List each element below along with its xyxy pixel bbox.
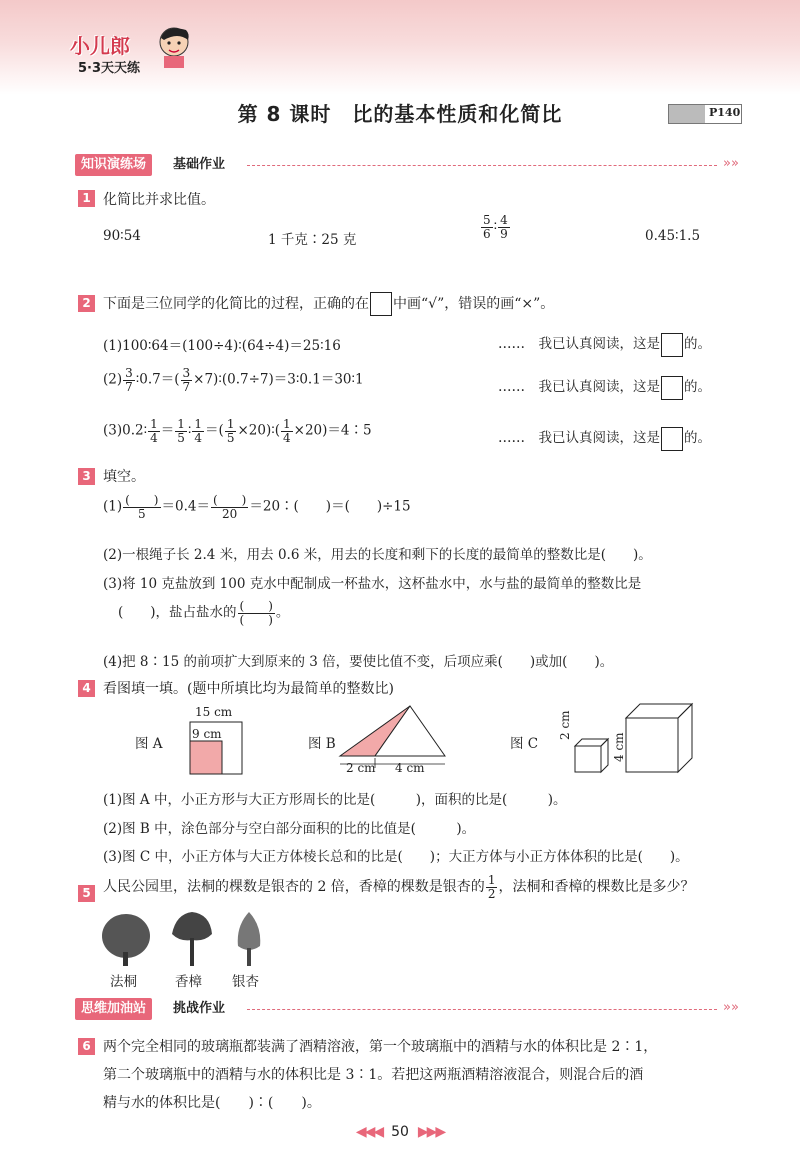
section-tag: 思维加油站 xyxy=(75,998,152,1020)
answer-box[interactable] xyxy=(661,427,683,451)
figure-label: 图 A xyxy=(135,736,163,752)
chevrons-right-icon: »» xyxy=(723,156,739,171)
fraction: $\frac{4}{9}$ xyxy=(500,213,508,241)
question-text: 两个完全相同的玻璃瓶都装满了酒精溶液，第一个玻璃瓶中的酒精与水的体积比是 2∶1， xyxy=(103,1039,658,1055)
dimension-label: 2 cm xyxy=(558,710,572,740)
answer-box[interactable] xyxy=(661,333,683,357)
page-number: 50 xyxy=(391,1124,409,1140)
brand-logo xyxy=(70,30,190,82)
section-basic-bar xyxy=(75,154,745,176)
fill-line: (2)一根绳子长 2.4 米，用去 0.6 米，用去的长度和剩下的长度的最简单的整数比是( )。 xyxy=(103,547,652,563)
logo-subtitle: 5·3天天练 xyxy=(78,61,141,76)
dimension-label: 4 cm xyxy=(395,761,425,775)
fill-line: (1) $\frac{( )}{5}$ ＝0.4＝ $\frac{( )}{20}$ ＝20∶( )＝( )÷15 xyxy=(103,493,411,521)
question-text: 看图填一填。(题中所填比均为最简单的整数比) xyxy=(103,681,394,697)
dimension-label: 15 cm xyxy=(195,705,233,719)
tree-icon xyxy=(100,912,152,968)
process-line: (1)100∶64＝(100÷4)∶(64÷4)＝25∶16 xyxy=(103,338,341,354)
figure-b-triangles xyxy=(335,700,455,770)
left-arrows-icon: ◀◀◀ xyxy=(355,1124,383,1140)
section-tag: 知识演练场 xyxy=(75,154,152,176)
ratio-item: 90∶54 xyxy=(103,228,141,244)
process-line: (2) $\frac{3}{7}$ ∶0.7＝( $\frac{3}{7}$ ×7)∶(0.7÷7)＝3∶0.1＝30∶1 xyxy=(103,366,364,394)
fill-line: (1)图 A 中，小正方形与大正方形周长的比是( )，面积的比是( )。 xyxy=(103,792,567,808)
figure-c-cubes xyxy=(570,700,695,780)
divider-line xyxy=(247,165,717,166)
figure-label: 图 C xyxy=(510,736,539,752)
question-number: 5 xyxy=(78,885,95,902)
question-text: 下面是三位同学的化简比的过程，正确的在 中画“√”，错误的画“×”。 xyxy=(103,292,554,316)
question-number: 2 xyxy=(78,295,95,312)
fill-line: (3)图 C 中，小正方体与大正方体棱长总和的比是( )；大正方体与小正方体体积的比是( )。 xyxy=(103,849,689,865)
read-check: …… 我已认真阅读，这是 的。 xyxy=(498,332,711,357)
question-text: 精与水的体积比是( )∶( )。 xyxy=(103,1095,321,1111)
page-title: 第 8 课时 比的基本性质和化简比 xyxy=(237,102,563,126)
answer-page-number: P140 xyxy=(709,106,741,119)
fill-line: ( )，盐占盐水的 $\frac{( )}{( )}$ 。 xyxy=(118,599,290,627)
answer-label-box xyxy=(669,105,705,123)
read-check: …… 我已认真阅读，这是 的。 xyxy=(498,375,711,400)
question-text: 第二个玻璃瓶中的酒精与水的体积比是 3∶1。若把这两瓶酒精溶液混合，则混合后的酒 xyxy=(103,1067,644,1083)
process-line: (3)0.2∶ $\frac{1}{4}$ ＝ $\frac{1}{5}$ ∶ $\frac{1}{4}$ ＝( $\frac{1}{5}$ ×20)∶( $\frac{1}{4}$ ×20)＝4∶5 xyxy=(103,417,372,445)
fill-line: (3)将 10 克盐放到 100 克水中配制成一杯盐水，这杯盐水中，水与盐的最简单的整数比是 xyxy=(103,576,642,592)
ratio-item: 1 千克∶25 克 xyxy=(268,232,357,248)
question-number: 6 xyxy=(78,1038,95,1055)
fill-line: (2)图 B 中，涂色部分与空白部分面积的比的比值是( )。 xyxy=(103,821,476,837)
chevrons-right-icon: »» xyxy=(723,1000,739,1015)
section-subtitle: 挑战作业 xyxy=(173,1001,226,1016)
dimension-label: 2 cm xyxy=(346,761,376,775)
tree-label: 香樟 xyxy=(175,974,202,990)
read-check: …… 我已认真阅读，这是 的。 xyxy=(498,426,711,451)
section-subtitle: 基础作业 xyxy=(173,157,226,172)
question-number: 3 xyxy=(78,468,95,485)
page-footer xyxy=(0,1124,800,1140)
ratio-item-fraction: $\frac{5}{6}$ ∶ $\frac{4}{9}$ xyxy=(483,213,508,241)
question-text: 化简比并求比值。 xyxy=(103,192,215,208)
answer-page-ref xyxy=(668,104,742,124)
tree-icon xyxy=(232,910,266,968)
question-number: 1 xyxy=(78,190,95,207)
figure-label: 图 B xyxy=(308,736,336,752)
tree-icon xyxy=(168,910,216,968)
fill-line: (4)把 8∶15 的前项扩大到原来的 3 倍，要使比值不变，后项应乘( )或加( )。 xyxy=(103,654,614,670)
question-text: 填空。 xyxy=(103,469,145,485)
answer-box[interactable] xyxy=(661,376,683,400)
question-text: 人民公园里，法桐的棵数是银杏的 2 倍，香樟的棵数是银杏的 $\frac{1}{2}$ ，法桐和香樟的棵数比是多少？ xyxy=(103,873,695,901)
section-challenge-bar xyxy=(75,998,745,1020)
question-number: 4 xyxy=(78,680,95,697)
logo-name: 小儿郎 xyxy=(70,34,130,58)
fraction: $\frac{5}{6}$ xyxy=(483,213,491,241)
tree-label: 银杏 xyxy=(232,974,259,990)
dimension-label: 4 cm xyxy=(612,732,626,762)
dimension-label: 9 cm xyxy=(192,727,222,741)
mascot-icon xyxy=(156,24,192,68)
ratio-item: 0.45∶1.5 xyxy=(645,228,701,244)
tree-label: 法桐 xyxy=(110,974,137,990)
answer-box xyxy=(370,292,392,316)
divider-line xyxy=(247,1009,717,1010)
right-arrows-icon: ▶▶▶ xyxy=(417,1124,445,1140)
